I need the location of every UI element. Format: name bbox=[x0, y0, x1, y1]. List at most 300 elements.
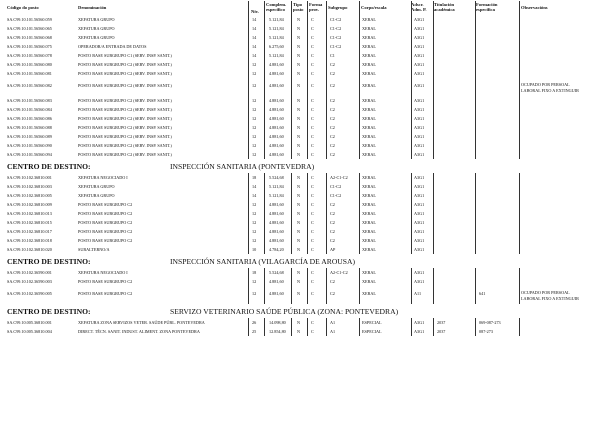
cell-ads: A3G1 bbox=[414, 192, 425, 198]
cell-tipo: N bbox=[297, 16, 301, 22]
cell-forma: C bbox=[311, 192, 314, 198]
cell-ads: A3G1 bbox=[414, 142, 425, 148]
cell-ads: A3G1 bbox=[414, 70, 425, 76]
column-header-complemento: Complem. específico bbox=[266, 2, 287, 12]
cell-tipo: N bbox=[297, 328, 301, 334]
cell-code: SA.C99.10.101.56560.075 bbox=[7, 43, 52, 49]
cell-sub: C2 bbox=[330, 70, 335, 76]
cell-sub: C2 bbox=[330, 237, 335, 243]
cell-level: 12 bbox=[252, 237, 257, 243]
cell-tipo: N bbox=[297, 43, 301, 49]
cell-code: SA.C99.10.102.36810.018 bbox=[7, 237, 52, 243]
cell-name: XEFATURA GRUPO bbox=[78, 34, 115, 40]
cell-sub: C2 bbox=[330, 210, 335, 216]
cell-code: SA.C99.10.101.56560.083 bbox=[7, 97, 52, 103]
cell-ads: A3G1 bbox=[414, 278, 425, 284]
cell-corpo: XERAL bbox=[362, 115, 376, 121]
column-divider bbox=[264, 318, 265, 336]
column-header-adscricion: Adscr. Adm. P. bbox=[411, 2, 427, 12]
cell-corpo: XERAL bbox=[362, 106, 376, 112]
cell-comp: 4.881,60 bbox=[269, 61, 284, 67]
cell-sub: C2 bbox=[330, 97, 335, 103]
cell-corpo: XERAL bbox=[362, 201, 376, 207]
cell-ads: A3G1 bbox=[414, 328, 425, 334]
cell-code: SA.C99.10.101.56560.059 bbox=[7, 16, 52, 22]
cell-ads: A3G1 bbox=[414, 124, 425, 130]
cell-level: 14 bbox=[252, 25, 257, 31]
cell-ads: A3G1 bbox=[414, 219, 425, 225]
cell-comp: 4.881,60 bbox=[269, 133, 284, 139]
column-divider bbox=[264, 268, 265, 304]
column-divider bbox=[307, 1, 308, 159]
cell-code: SA.C99.10.101.56560.094 bbox=[7, 151, 52, 157]
cell-code: SA.C99.10.102.36810.015 bbox=[7, 219, 52, 225]
column-divider bbox=[326, 268, 327, 304]
cell-forma: C bbox=[311, 133, 314, 139]
cell-corpo: ESPECIAL bbox=[362, 328, 382, 334]
column-divider bbox=[326, 1, 327, 159]
column-divider bbox=[264, 1, 265, 159]
cell-comp: 4.881,60 bbox=[269, 237, 284, 243]
cell-forma: C bbox=[311, 174, 314, 180]
cell-name: POSTO BASE SUBGRUPO C2 bbox=[78, 291, 133, 296]
column-divider bbox=[411, 318, 412, 336]
cell-code: SA.C99.10.101.56560.084 bbox=[7, 106, 52, 112]
cell-name: POSTO BASE SUBGRUPO C2 (SERV. INSP. SANIT.) bbox=[78, 142, 172, 148]
cell-corpo: XERAL bbox=[362, 70, 376, 76]
cell-corpo: XERAL bbox=[362, 228, 376, 234]
cell-forma: C bbox=[311, 278, 314, 284]
cell-code: SA.C99.10.102.36590.003 bbox=[7, 278, 52, 284]
cell-level: 12 bbox=[252, 83, 257, 88]
cell-tipo: N bbox=[297, 174, 301, 180]
cell-corpo: ESPECIAL bbox=[362, 319, 382, 325]
column-divider bbox=[326, 318, 327, 336]
cell-ads: A3G1 bbox=[414, 97, 425, 103]
cell-sub: C2 bbox=[330, 61, 335, 67]
cell-sub: C2 bbox=[330, 106, 335, 112]
column-divider bbox=[475, 318, 476, 336]
cell-forma: C bbox=[311, 16, 314, 22]
cell-forma: C bbox=[311, 228, 314, 234]
cell-ads: A3G1 bbox=[414, 201, 425, 207]
cell-level: 12 bbox=[252, 97, 257, 103]
cell-tipo: N bbox=[297, 52, 301, 58]
cell-name: POSTO BASE SUBGRUPO C2 bbox=[78, 228, 133, 234]
cell-sub: C1-C2 bbox=[330, 183, 342, 189]
column-header-forma: Forma prov. bbox=[309, 2, 323, 12]
cell-tipo: N bbox=[297, 291, 301, 296]
cell-name: XEFATURA GRUPO bbox=[78, 183, 115, 189]
cell-comp: 4.881,60 bbox=[269, 83, 284, 88]
column-divider bbox=[248, 173, 249, 254]
column-header-titulacion: Titulación académica bbox=[434, 2, 455, 12]
cell-form: 641 bbox=[479, 291, 486, 296]
cell-level: 14 bbox=[252, 183, 257, 189]
cell-name: OPERADOR/A ENTRADA DE DATOS bbox=[78, 43, 147, 49]
cell-corpo: XERAL bbox=[362, 183, 376, 189]
cell-ads: A3G1 bbox=[414, 246, 425, 252]
cell-sub: C2 bbox=[330, 124, 335, 130]
cell-name: XEFATURA GRUPO bbox=[78, 25, 115, 31]
cell-name: POSTO BASE SUBGRUPO C2 bbox=[78, 219, 133, 225]
cell-observation: OCUPADO POR PERSOAL bbox=[521, 82, 570, 87]
cell-level: 26 bbox=[252, 319, 257, 325]
column-divider bbox=[291, 318, 292, 336]
cell-name: DIRECT. TÉCN. SANIT. INDUST. ALIMENT. ZONA PONTEVEDRA bbox=[78, 328, 200, 334]
cell-comp: 4.881,60 bbox=[269, 151, 284, 157]
cell-forma: C bbox=[311, 124, 314, 130]
cell-comp: 12.854,80 bbox=[269, 328, 286, 334]
cell-level: 12 bbox=[252, 291, 257, 296]
column-divider bbox=[291, 1, 292, 159]
cell-sub: C2 bbox=[330, 142, 335, 148]
cell-corpo: XERAL bbox=[362, 219, 376, 225]
section-title: INSPECCIÓN SANITARIA (VILAGARCÍA DE AROUSA) bbox=[170, 257, 356, 266]
cell-tipo: N bbox=[297, 201, 301, 207]
column-divider bbox=[248, 318, 249, 336]
cell-forma: C bbox=[311, 83, 314, 88]
cell-tipo: N bbox=[297, 25, 301, 31]
cell-comp: 5.121,84 bbox=[269, 52, 284, 58]
cell-sub: C2 bbox=[330, 219, 335, 225]
cell-forma: C bbox=[311, 219, 314, 225]
cell-level: 12 bbox=[252, 210, 257, 216]
cell-name: POSTO BASE SUBGRUPO C2 (SERV. INSP. SANIT.) bbox=[78, 83, 172, 88]
column-divider bbox=[307, 318, 308, 336]
cell-level: 10 bbox=[252, 246, 257, 252]
cell-corpo: XERAL bbox=[362, 133, 376, 139]
cell-corpo: XERAL bbox=[362, 16, 376, 22]
section-title: SERVIZO VETERINARIO SAÚDE PÚBLICA (ZONA: PONTEVEDRA) bbox=[170, 307, 399, 316]
cell-corpo: XERAL bbox=[362, 83, 376, 88]
cell-name: POSTO BASE SUBGRUPO C2 (SERV. INSP. SANIT.) bbox=[78, 70, 172, 76]
cell-level: 12 bbox=[252, 124, 257, 130]
cell-name: POSTO BASE SUBGRUPO C2 bbox=[78, 210, 133, 216]
cell-level: 12 bbox=[252, 61, 257, 67]
cell-name: POSTO BASE SUBGRUPO C1 (SERV. INSP. SANIT.) bbox=[78, 52, 172, 58]
cell-ads: A3G1 bbox=[414, 319, 425, 325]
cell-ads: A3G1 bbox=[414, 52, 425, 58]
cell-comp: 4.881,60 bbox=[269, 97, 284, 103]
column-divider bbox=[359, 1, 360, 159]
cell-comp: 4.881,60 bbox=[269, 106, 284, 112]
cell-forma: C bbox=[311, 183, 314, 189]
cell-corpo: XERAL bbox=[362, 25, 376, 31]
cell-tipo: N bbox=[297, 34, 301, 40]
column-divider bbox=[433, 1, 434, 159]
cell-tipo: N bbox=[297, 192, 301, 198]
cell-tipo: N bbox=[297, 183, 301, 189]
cell-name: POSTO BASE SUBGRUPO C2 (SERV. INSP. SANIT.) bbox=[78, 115, 172, 121]
cell-name: XEFATURA GRUPO bbox=[78, 192, 115, 198]
cell-name: SUBALTERNO/A bbox=[78, 246, 110, 252]
column-header-corpo: Corpo/escala bbox=[361, 5, 387, 10]
cell-name: POSTO BASE SUBGRUPO C2 (SERV. INSP. SANIT.) bbox=[78, 133, 172, 139]
column-divider bbox=[411, 268, 412, 304]
cell-comp: 4.881,60 bbox=[269, 201, 284, 207]
cell-corpo: XERAL bbox=[362, 52, 376, 58]
column-divider bbox=[475, 1, 476, 159]
cell-tipo: N bbox=[297, 219, 301, 225]
cell-observation: OCUPADO POR PERSOAL bbox=[521, 290, 570, 295]
cell-forma: C bbox=[311, 328, 314, 334]
cell-forma: C bbox=[311, 151, 314, 157]
cell-forma: C bbox=[311, 106, 314, 112]
cell-ads: A3G1 bbox=[414, 228, 425, 234]
column-header-tipo: Tipo posto bbox=[293, 2, 304, 12]
cell-ads: A3G1 bbox=[414, 174, 425, 180]
column-divider bbox=[433, 173, 434, 254]
cell-tipo: N bbox=[297, 106, 301, 112]
cell-tipo: N bbox=[297, 237, 301, 243]
cell-forma: C bbox=[311, 52, 314, 58]
cell-code: SA.C99.10.005.36810.004 bbox=[7, 328, 52, 334]
cell-ads: A3G1 bbox=[414, 106, 425, 112]
cell-corpo: XERAL bbox=[362, 192, 376, 198]
cell-sub: C2 bbox=[330, 133, 335, 139]
cell-name: POSTO BASE SUBGRUPO C2 (SERV. INSP. SANIT.) bbox=[78, 97, 172, 103]
cell-tipo: N bbox=[297, 319, 301, 325]
cell-corpo: XERAL bbox=[362, 34, 376, 40]
cell-level: 12 bbox=[252, 142, 257, 148]
cell-comp: 4.881,60 bbox=[269, 115, 284, 121]
cell-sub: A2-C1-C2 bbox=[330, 174, 348, 180]
cell-forma: C bbox=[311, 61, 314, 67]
cell-forma: C bbox=[311, 115, 314, 121]
column-divider bbox=[519, 268, 520, 304]
cell-name: XEFATURA NEGOCIADO I bbox=[78, 269, 128, 275]
column-divider bbox=[264, 173, 265, 254]
cell-corpo: XERAL bbox=[362, 61, 376, 67]
cell-name: POSTO BASE SUBGRUPO C2 bbox=[78, 237, 133, 243]
column-header-codigo: Código do posto bbox=[7, 5, 39, 10]
cell-level: 14 bbox=[252, 52, 257, 58]
cell-corpo: XERAL bbox=[362, 142, 376, 148]
cell-level: 12 bbox=[252, 228, 257, 234]
column-divider bbox=[433, 268, 434, 304]
cell-comp: 5.121,84 bbox=[269, 16, 284, 22]
cell-sub: C1-C2 bbox=[330, 34, 342, 40]
cell-code: SA.C99.10.102.36590.005 bbox=[7, 291, 52, 296]
cell-form: 069-087-273 bbox=[479, 319, 501, 325]
cell-code: SA.C99.10.101.56560.080 bbox=[7, 61, 52, 67]
column-divider bbox=[307, 268, 308, 304]
cell-ads: A3G1 bbox=[414, 133, 425, 139]
cell-ads: A3G1 bbox=[414, 269, 425, 275]
cell-level: 12 bbox=[252, 151, 257, 157]
cell-tipo: N bbox=[297, 97, 301, 103]
cell-sub: C1 bbox=[330, 52, 335, 58]
cell-corpo: XERAL bbox=[362, 291, 376, 296]
cell-code: SA.C99.10.101.56560.090 bbox=[7, 142, 52, 148]
cell-code: SA.C99.10.102.36810.009 bbox=[7, 201, 52, 207]
cell-tipo: N bbox=[297, 228, 301, 234]
cell-forma: C bbox=[311, 246, 314, 252]
cell-level: 12 bbox=[252, 133, 257, 139]
cell-forma: C bbox=[311, 142, 314, 148]
column-divider bbox=[326, 173, 327, 254]
cell-ads: A3G1 bbox=[414, 61, 425, 67]
cell-observation: LABORAL FIXO A EXTINGUIR bbox=[521, 296, 579, 301]
cell-forma: C bbox=[311, 210, 314, 216]
cell-name: POSTO BASE SUBGRUPO C2 (SERV. INSP. SANIT.) bbox=[78, 151, 172, 157]
column-header-nivel: Nív. bbox=[251, 9, 259, 14]
cell-corpo: XERAL bbox=[362, 237, 376, 243]
column-divider bbox=[291, 268, 292, 304]
cell-ads: A3G1 bbox=[414, 25, 425, 31]
cell-comp: 4.881,60 bbox=[269, 210, 284, 216]
cell-tipo: N bbox=[297, 278, 301, 284]
cell-level: 25 bbox=[252, 328, 257, 334]
column-divider bbox=[411, 1, 412, 159]
cell-tit: 2037 bbox=[437, 328, 446, 334]
column-divider bbox=[248, 1, 249, 159]
cell-name: POSTO BASE SUBGRUPO C2 bbox=[78, 201, 133, 207]
section-label: CENTRO DE DESTINO: bbox=[7, 162, 91, 171]
cell-corpo: XERAL bbox=[362, 124, 376, 130]
cell-code: SA.C99.10.102.36810.003 bbox=[7, 183, 52, 189]
cell-tipo: N bbox=[297, 124, 301, 130]
column-header-formacion: Formación específica bbox=[476, 2, 498, 12]
cell-level: 18 bbox=[252, 174, 257, 180]
cell-tipo: N bbox=[297, 151, 301, 157]
cell-comp: 5.524,68 bbox=[269, 174, 284, 180]
cell-tipo: N bbox=[297, 142, 301, 148]
column-divider bbox=[475, 268, 476, 304]
cell-comp: 5.121,84 bbox=[269, 183, 284, 189]
column-divider bbox=[359, 173, 360, 254]
section-title: INSPECCIÓN SANITARIA (PONTEVEDRA) bbox=[170, 162, 315, 171]
cell-corpo: XERAL bbox=[362, 151, 376, 157]
cell-sub: C2 bbox=[330, 291, 335, 296]
cell-forma: C bbox=[311, 237, 314, 243]
cell-tipo: N bbox=[297, 133, 301, 139]
cell-comp: 4.881,60 bbox=[269, 70, 284, 76]
cell-sub: A2-C1-C2 bbox=[330, 269, 348, 275]
cell-sub: C2 bbox=[330, 201, 335, 207]
cell-corpo: XERAL bbox=[362, 174, 376, 180]
column-divider bbox=[433, 318, 434, 336]
column-divider bbox=[519, 173, 520, 254]
cell-code: SA.C99.10.101.56560.082 bbox=[7, 83, 52, 88]
section-label: CENTRO DE DESTINO: bbox=[7, 307, 91, 316]
cell-code: SA.C99.10.101.56560.086 bbox=[7, 115, 52, 121]
cell-level: 12 bbox=[252, 115, 257, 121]
cell-forma: C bbox=[311, 43, 314, 49]
cell-level: 12 bbox=[252, 70, 257, 76]
column-header-observacions: Observacións bbox=[521, 5, 548, 10]
cell-level: 14 bbox=[252, 192, 257, 198]
column-divider bbox=[519, 318, 520, 336]
cell-sub: C2 bbox=[330, 151, 335, 157]
cell-comp: 4.881,60 bbox=[269, 278, 284, 284]
cell-tipo: N bbox=[297, 83, 301, 88]
cell-form: 087-273 bbox=[479, 328, 493, 334]
cell-level: 18 bbox=[252, 269, 257, 275]
cell-comp: 14.098,80 bbox=[269, 319, 286, 325]
cell-sub: C1-C2 bbox=[330, 43, 342, 49]
cell-forma: C bbox=[311, 269, 314, 275]
cell-observation: LABORAL FIXO A EXTINGUIR bbox=[521, 88, 579, 93]
cell-code: SA.C99.10.101.56560.089 bbox=[7, 133, 52, 139]
cell-tipo: N bbox=[297, 246, 301, 252]
cell-sub: C1-C2 bbox=[330, 25, 342, 31]
cell-tipo: N bbox=[297, 269, 301, 275]
cell-forma: C bbox=[311, 291, 314, 296]
cell-code: SA.C99.10.005.36810.001 bbox=[7, 319, 52, 325]
cell-comp: 5.121,84 bbox=[269, 34, 284, 40]
cell-comp: 5.121,84 bbox=[269, 192, 284, 198]
cell-forma: C bbox=[311, 319, 314, 325]
cell-level: 14 bbox=[252, 34, 257, 40]
cell-sub: C2 bbox=[330, 83, 335, 88]
cell-level: 14 bbox=[252, 43, 257, 49]
cell-code: SA.C99.10.101.56560.065 bbox=[7, 25, 52, 31]
cell-name: XEFATURA GRUPO bbox=[78, 16, 115, 22]
cell-code: SA.C99.10.101.56560.081 bbox=[7, 70, 52, 76]
cell-comp: 4.784,20 bbox=[269, 246, 284, 252]
cell-ads: A3G1 bbox=[414, 83, 425, 88]
cell-comp: 5.121,84 bbox=[269, 25, 284, 31]
cell-sub: C2 bbox=[330, 228, 335, 234]
cell-name: POSTO BASE SUBGRUPO C2 (SERV. INSP. SANIT.) bbox=[78, 61, 172, 67]
cell-level: 12 bbox=[252, 219, 257, 225]
cell-code: SA.C99.10.102.36810.020 bbox=[7, 246, 52, 252]
column-header-subgrupo: Subgrupo bbox=[328, 5, 348, 10]
section-label: CENTRO DE DESTINO: bbox=[7, 257, 91, 266]
cell-ads: A3G1 bbox=[414, 183, 425, 189]
cell-sub: C2 bbox=[330, 115, 335, 121]
cell-forma: C bbox=[311, 70, 314, 76]
cell-comp: 4.881,60 bbox=[269, 142, 284, 148]
cell-corpo: XERAL bbox=[362, 246, 376, 252]
cell-sub: AP bbox=[330, 246, 336, 252]
column-divider bbox=[359, 268, 360, 304]
cell-ads: A3G1 bbox=[414, 115, 425, 121]
cell-comp: 6.275,60 bbox=[269, 43, 284, 49]
cell-name: POSTO BASE SUBGRUPO C2 (SERV. INSP. SANIT.) bbox=[78, 106, 172, 112]
cell-level: 12 bbox=[252, 278, 257, 284]
cell-sub: C2 bbox=[330, 278, 335, 284]
cell-ads: A3G1 bbox=[414, 151, 425, 157]
column-divider bbox=[291, 173, 292, 254]
column-divider bbox=[248, 268, 249, 304]
column-divider bbox=[519, 1, 520, 159]
cell-sub: A1 bbox=[330, 328, 336, 334]
cell-corpo: XERAL bbox=[362, 97, 376, 103]
cell-sub: A1 bbox=[330, 319, 336, 325]
cell-name: POSTO BASE SUBGRUPO C2 (SERV. INSP. SANIT.) bbox=[78, 124, 172, 130]
cell-tipo: N bbox=[297, 210, 301, 216]
cell-level: 12 bbox=[252, 201, 257, 207]
cell-comp: 5.524,68 bbox=[269, 269, 284, 275]
cell-code: SA.C99.10.102.36810.017 bbox=[7, 228, 52, 234]
cell-corpo: XERAL bbox=[362, 269, 376, 275]
cell-comp: 4.881,60 bbox=[269, 228, 284, 234]
cell-corpo: XERAL bbox=[362, 43, 376, 49]
cell-forma: C bbox=[311, 25, 314, 31]
cell-code: SA.C99.10.101.56560.078 bbox=[7, 52, 52, 58]
cell-ads: A3G1 bbox=[414, 210, 425, 216]
cell-forma: C bbox=[311, 201, 314, 207]
cell-sub: C1-C2 bbox=[330, 16, 342, 22]
cell-code: SA.C99.10.101.56560.068 bbox=[7, 34, 52, 40]
cell-tit: 2037 bbox=[437, 319, 446, 325]
cell-corpo: XERAL bbox=[362, 210, 376, 216]
cell-tipo: N bbox=[297, 115, 301, 121]
cell-ads: A3G1 bbox=[414, 16, 425, 22]
